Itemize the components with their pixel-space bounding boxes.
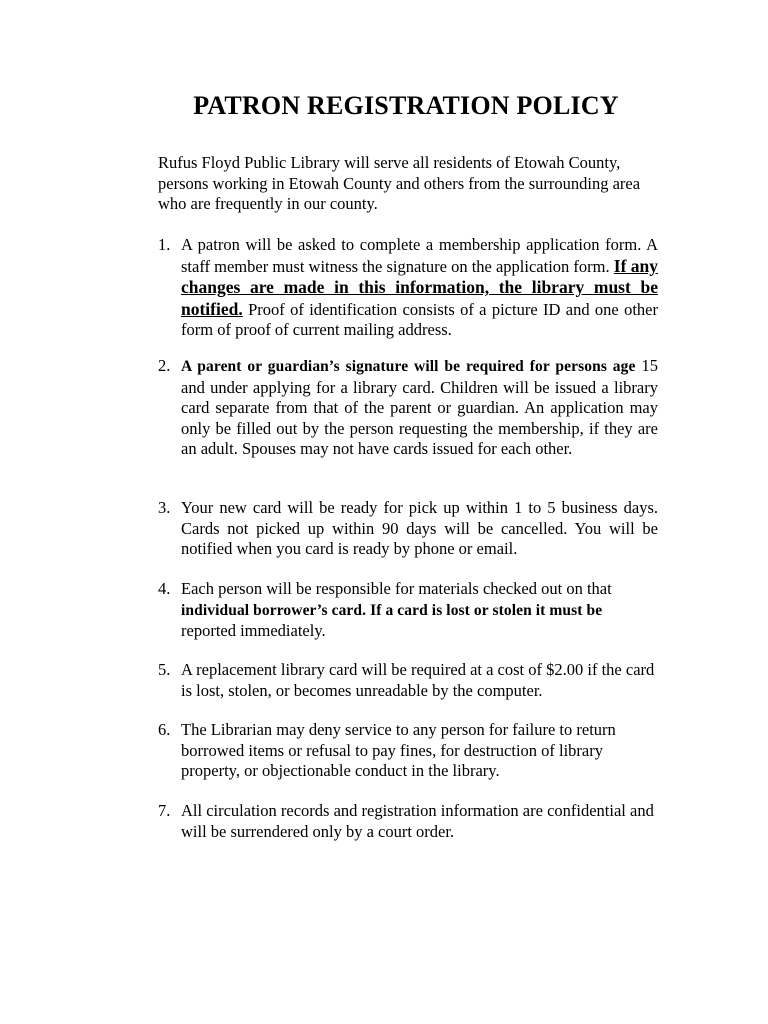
item-body: Your new card will be ready for pick up within 1 to 5 business days. Cards not picked up within 90 days will be cancelled. You will be notified when you card is ready by phone or email. xyxy=(181,498,658,558)
page-title: PATRON REGISTRATION POLICY xyxy=(193,91,619,120)
policy-item-4 xyxy=(158,579,658,642)
item-body xyxy=(181,235,658,341)
item-rest-text: 15 and under applying for a library card. Children will be issued a library card separate from that of the parent or guardian. An application may only be filled out by the person requesting the membership, if they are an adult. Spouses may not have cards issued for each other. xyxy=(181,356,658,458)
item-body xyxy=(181,356,658,460)
item-number: 4. xyxy=(158,579,171,598)
item-number: 2. xyxy=(158,356,171,375)
item-number: 5. xyxy=(158,660,171,679)
item-body: A replacement library card will be required at a cost of $2.00 if the card is lost, stolen, or becomes unreadable by the computer. xyxy=(181,660,655,700)
intro-paragraph: Rufus Floyd Public Library will serve all residents of Etowah County, persons working in Etowah County and others from the surrounding area who are frequently in our county. xyxy=(158,153,641,213)
policy-item-5 xyxy=(158,660,658,701)
item-number: 6. xyxy=(158,720,171,739)
item-rest-text: reported immediately. xyxy=(181,621,326,640)
item-body xyxy=(181,579,658,642)
policy-item-6 xyxy=(158,720,658,782)
item-number: 3. xyxy=(158,498,171,517)
policy-item-7 xyxy=(158,801,658,842)
item-number: 7. xyxy=(158,801,171,820)
item-body: The Librarian may deny service to any person for failure to return borrowed items or refusal to pay fines, for destruction of library property, or objectionable conduct in the library. xyxy=(181,720,616,780)
policy-item-2 xyxy=(158,356,658,460)
item-emphasis-text: If any changes are made in this information, the library must be notified. xyxy=(181,255,659,319)
policy-item-3 xyxy=(158,498,658,560)
item-lead-text: Each person will be responsible for materials checked out on that xyxy=(181,579,612,598)
item-emphasis-text: A parent or guardian’s signature will be required for persons age xyxy=(181,358,636,375)
item-number: 1. xyxy=(158,235,171,254)
item-emphasis-text: individual borrower’s card. If a card is lost or stolen it must be xyxy=(181,601,603,619)
item-lead-text: A patron will be asked to complete a membership application form. A staff member must witness the signature on the application form. xyxy=(181,235,658,276)
item-rest-text: Proof of identification consists of a picture ID and one other form of proof of current mailing address. xyxy=(181,299,658,339)
item-body: All circulation records and registration information are confidential and will be surrendered only by a court order. xyxy=(181,801,654,841)
policy-item-1 xyxy=(158,235,658,341)
